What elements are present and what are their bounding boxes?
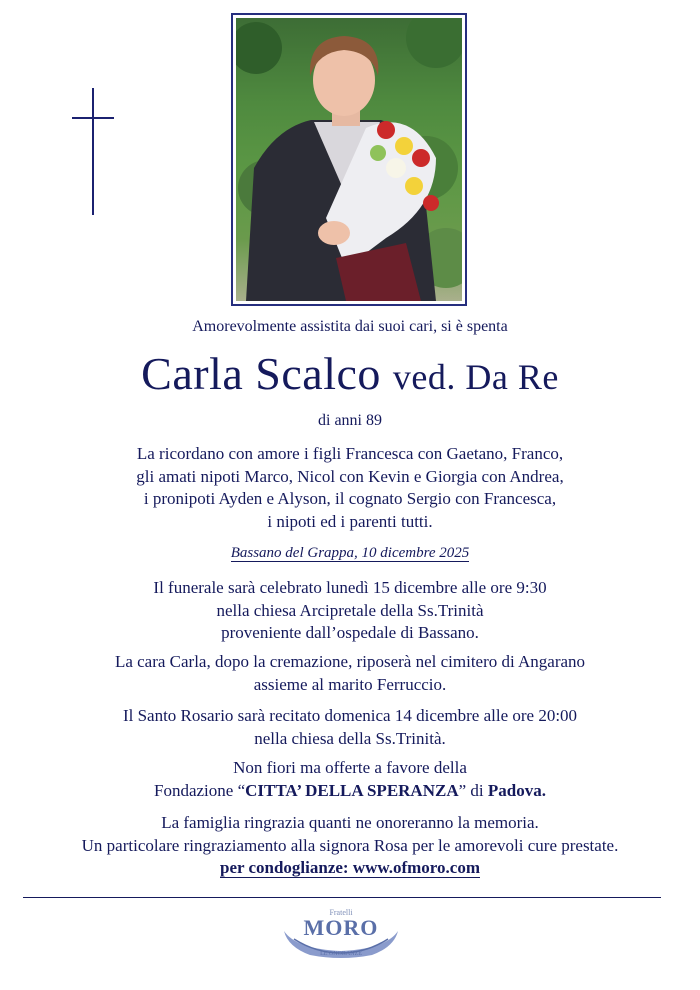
mourners-paragraph: [0, 443, 700, 533]
thanks-paragraph: [0, 812, 700, 857]
mourners-line: i nipoti ed i parenti tutti.: [267, 511, 433, 531]
donations-foundation-line: [0, 780, 700, 803]
funeral-line: nella chiesa Arcipretale della Ss.Trinità: [216, 600, 484, 620]
burial-line: assieme al marito Ferruccio.: [253, 674, 447, 694]
condolences-link-row: [0, 858, 700, 878]
age-text: di anni 89: [318, 412, 382, 429]
thanks-line: Un particolare ringraziamento alla signora Rosa per le amorevoli cure prestate.: [81, 835, 619, 855]
logo-subtitle: LE ONORANZE: [320, 951, 362, 957]
rosary-line: Il Santo Rosario sarà recitato domenica 14 dicembre alle ore 20:00: [122, 706, 578, 725]
donations-line: Non fiori ma offerte a favore della: [233, 758, 467, 777]
portrait-photo: [231, 13, 467, 306]
logo-fratelli: Fratelli: [329, 908, 353, 917]
rosary-paragraph: [0, 705, 700, 750]
rosary-line: nella chiesa della Ss.Trinità.: [254, 728, 446, 748]
mourners-line: gli amati nipoti Marco, Nicol con Kevin e Giorgia con Andrea,: [136, 466, 564, 486]
portrait-illustration: [236, 18, 462, 301]
mourners-line: i pronipoti Ayden e Alyson, il cognato Sergio con Francesca,: [143, 489, 557, 508]
intro-text: Amorevolmente assistita dai suoi cari, si è spenta: [192, 318, 508, 335]
burial-paragraph: [0, 651, 700, 696]
logo-name: MORO: [303, 915, 379, 940]
donations-middle: ” di: [458, 780, 484, 800]
foundation-city: Padova.: [487, 780, 546, 800]
donations-paragraph: [0, 757, 700, 802]
funeral-line: proveniente dall’ospedale di Bassano.: [221, 623, 479, 642]
thanks-line: La famiglia ringrazia quanti ne onoreranno la memoria.: [161, 813, 539, 832]
funeral-home-logo: [276, 903, 406, 965]
mourners-line: La ricordano con amore i figli Francesca con Gaetano, Franco,: [136, 444, 564, 463]
cross-icon: [72, 88, 114, 215]
condolences-link[interactable]: per condoglianze: www.ofmoro.com: [219, 858, 480, 877]
burial-line: La cara Carla, dopo la cremazione, riposerà nel cimitero di Angarano: [114, 652, 586, 671]
married-name: ved. Da Re: [392, 357, 559, 397]
place-date-text: Bassano del Grappa, 10 dicembre 2025: [230, 545, 470, 561]
donations-prefix: Fondazione “: [154, 780, 246, 800]
funeral-paragraph: [0, 577, 700, 645]
place-date: [0, 545, 700, 562]
separator-line: [23, 897, 661, 898]
funeral-line: Il funerale sarà celebrato lunedì 15 dicembre alle ore 9:30: [153, 578, 547, 597]
deceased-name-heading: [0, 346, 700, 405]
foundation-name: CITTA’ DELLA SPERANZA: [245, 780, 459, 800]
deceased-name: Carla Scalco: [141, 348, 381, 399]
